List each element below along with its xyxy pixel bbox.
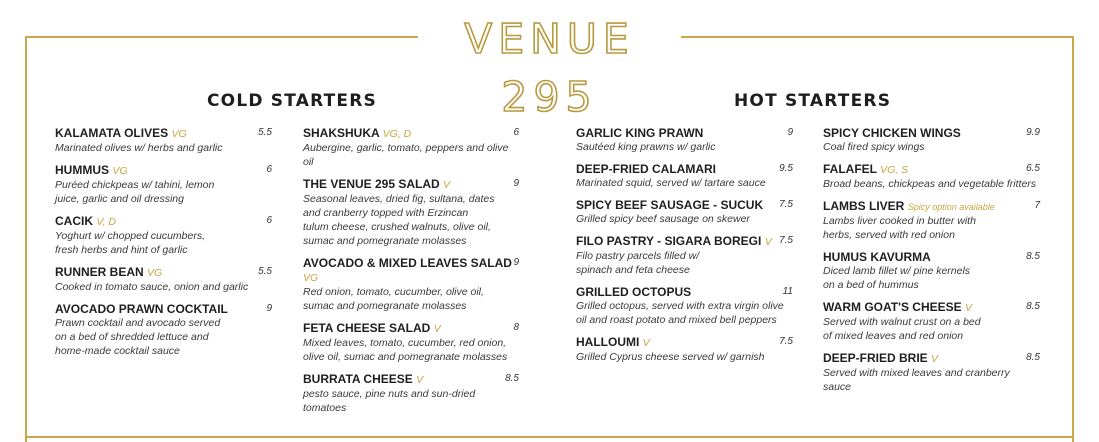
venue-title: VENUE 295 [418, 10, 681, 68]
menu-item-price: 9.9 [1026, 127, 1040, 138]
menu-item-price: 5.5 [258, 127, 272, 138]
menu-item-heading [55, 265, 272, 280]
menu-item-diet-tag: V [642, 337, 650, 349]
menu-item-heading [823, 126, 1040, 140]
menu-item-name: FETA CHEESE SALAD [303, 321, 431, 335]
menu-item-name: AVOCADO & MIXED LEAVES SALAD [303, 256, 512, 270]
menu-item-name: THE VENUE 295 SALAD [303, 177, 440, 191]
menu-item-name: AVOCADO PRAWN COCKTAIL [55, 302, 228, 316]
menu-item-price: 9 [266, 303, 272, 314]
menu-item-price: 9 [787, 127, 793, 138]
menu-item-price: 11 [782, 286, 793, 297]
menu-item-heading [576, 234, 793, 249]
menu-item-heading [576, 285, 793, 299]
frame-top-right-line [681, 36, 1074, 38]
menu-item-description: Grilled spicy beef sausage on skewer [576, 213, 750, 225]
menu-item-description: Seasonal leaves, dried fig, sultana, dates and cranberry topped with Erzincan tulum cheese, crushed walnuts, olive oil, sumac and pomegranate molasses [303, 193, 495, 247]
menu-item-diet-tag: VG, S [880, 164, 909, 176]
menu-item [55, 302, 272, 358]
menu-item-heading [823, 250, 1040, 264]
menu-item-description: Marinated squid, served w/ tartare sauce [576, 177, 766, 189]
menu-item [823, 300, 1040, 343]
menu-item-heading [823, 300, 1040, 315]
menu-item-price: 9 [513, 257, 519, 268]
cold-starters-column-2 [303, 126, 519, 423]
frame-bottom-line [25, 436, 1074, 438]
menu-item [576, 285, 793, 327]
menu-item-price: 7.5 [779, 336, 793, 347]
menu-item-price: 6 [266, 164, 272, 175]
frame-top-left-line [25, 36, 418, 38]
menu-item [303, 177, 519, 248]
menu-item-description: Puréed chickpeas w/ tahini, lemon juice, garlic and oil dressing [55, 179, 215, 205]
menu-item-price: 6.5 [1026, 163, 1040, 174]
menu-item [823, 126, 1040, 154]
menu-item-heading [55, 126, 272, 141]
menu-item-diet-tag: VG, D [382, 128, 412, 140]
menu-item-name: GARLIC KING PRAWN [576, 126, 704, 140]
menu-item-price: 8.5 [1026, 251, 1040, 262]
menu-item [55, 163, 272, 206]
menu-item [823, 250, 1040, 292]
menu-item-price: 5.5 [258, 266, 272, 277]
menu-item [55, 214, 272, 257]
menu-item-name: HUMUS KAVURMA [823, 250, 931, 264]
menu-item-diet-tag: VG [303, 272, 319, 284]
menu-item [303, 256, 519, 313]
menu-item-price: 8 [513, 322, 519, 333]
menu-item-name: LAMBS LIVER [823, 199, 905, 213]
menu-item-name: SHAKSHUKA [303, 126, 380, 140]
menu-item-price: 6 [513, 127, 519, 138]
menu-item-description: Served with mixed leaves and cranberry sauce [823, 367, 1010, 393]
menu-item-description: Yoghurt w/ chopped cucumbers, fresh herbs and hint of garlic [55, 230, 206, 256]
menu-item-price: 7 [1034, 200, 1040, 211]
menu-item-description: Cooked in tomato sauce, onion and garlic [55, 281, 249, 293]
menu-item-description: Lambs liver cooked in butter with herbs, served with red onion [823, 215, 976, 241]
frame-right-line [1072, 36, 1074, 442]
menu-item [55, 126, 272, 155]
menu-item-description: pesto sauce, pine nuts and sun-dried tomatoes [303, 388, 476, 414]
menu-item-description: Coal fired spicy wings [823, 141, 925, 153]
menu-item-price: 8.5 [1026, 301, 1040, 312]
menu-item-description: Red onion, tomato, cucumber, olive oil, sumac and pomegranate molasses [303, 286, 484, 312]
menu-item [823, 351, 1040, 394]
menu-item-heading [55, 302, 272, 316]
menu-item-price: 7.5 [779, 199, 793, 210]
menu-item-name: RUNNER BEAN [55, 265, 144, 279]
menu-item-diet-tag: V [433, 323, 441, 335]
menu-item-price: 9 [513, 178, 519, 189]
menu-item-heading [576, 126, 793, 140]
menu-item-name: KALAMATA OLIVES [55, 126, 169, 140]
menu-item-description: Grilled octopus, served with extra virgin olive oil and roast potato and mixed bell peppers [576, 300, 784, 326]
menu-item-heading [55, 163, 272, 178]
menu-item-name: SPICY CHICKEN WINGS [823, 126, 961, 140]
menu-item-name: GRILLED OCTOPUS [576, 285, 692, 299]
menu-item-name: HALLOUMI [576, 335, 640, 349]
menu-item-name: CACIK [55, 214, 93, 228]
menu-item-diet-tag: VG [112, 165, 128, 177]
menu-item-description: Served with walnut crust on a bed of mixed leaves and red onion [823, 316, 981, 342]
menu-item-description: Prawn cocktail and avocado served on a bed of shredded lettuce and home-made cocktail sauce [55, 317, 221, 357]
menu-item [55, 265, 272, 294]
menu-item-heading [576, 162, 793, 176]
cold-starters-column-1 [55, 126, 272, 366]
menu-item-name: DEEP-FRIED BRIE [823, 351, 928, 365]
menu-item [823, 162, 1040, 191]
hot-starters-column-1 [576, 126, 793, 372]
menu-item [576, 335, 793, 364]
menu-item-description: Filo pastry parcels filled w/ spinach and feta cheese [576, 250, 700, 276]
menu-item-heading [303, 372, 519, 387]
menu-item-diet-tag: V [443, 179, 451, 191]
menu-item [823, 199, 1040, 242]
menu-item [576, 162, 793, 190]
menu-item-heading [303, 126, 519, 141]
menu-item-name: SPICY BEEF SAUSAGE - SUCUK [576, 198, 764, 212]
menu-item-description: Mixed leaves, tomato, cucumber, red onion, olive oil, sumac and pomegranate molasses [303, 337, 508, 363]
menu-item-price: 8.5 [1026, 352, 1040, 363]
menu-item [303, 126, 519, 169]
menu-item-price: 8.5 [505, 373, 519, 384]
menu-item-diet-tag: V, D [96, 216, 116, 228]
menu-item-diet-tag: V [931, 353, 939, 365]
menu-item-diet-tag: V [764, 236, 772, 248]
frame-left-line [25, 36, 27, 442]
menu-item [576, 198, 793, 226]
menu-item [303, 372, 519, 415]
menu-item-heading [303, 256, 519, 285]
menu-item-description: Grilled Cyprus cheese served w/ garnish [576, 351, 765, 363]
hot-starters-heading: HOT STARTERS [734, 91, 892, 111]
hot-starters-column-2 [823, 126, 1040, 402]
menu-item [303, 321, 519, 364]
menu-item-name: BURRATA CHEESE [303, 372, 413, 386]
menu-item-name: WARM GOAT'S CHEESE [823, 300, 962, 314]
menu-item-description: Broad beans, chickpeas and vegetable fritters [823, 178, 1037, 190]
menu-item [576, 126, 793, 154]
menu-item-diet-tag: VG [147, 267, 163, 279]
menu-item-description: Marinated olives w/ herbs and garlic [55, 142, 223, 154]
menu-item-name: HUMMUS [55, 163, 109, 177]
menu-item-heading [303, 177, 519, 192]
menu-item-description: Diced lamb fillet w/ pine kernels on a bed of hummus [823, 265, 971, 291]
menu-item-diet-tag: V [416, 374, 424, 386]
cold-starters-heading: COLD STARTERS [207, 91, 377, 111]
menu-item-price: 7.5 [779, 235, 793, 246]
menu-item-name: FILO PASTRY - SIGARA BOREGI [576, 234, 762, 248]
menu-item-price: 6 [266, 215, 272, 226]
menu-item [576, 234, 793, 277]
menu-item-name: DEEP-FRIED CALAMARI [576, 162, 716, 176]
menu-item-diet-tag: VG [171, 128, 187, 140]
menu-item-heading [576, 198, 793, 212]
menu-item-heading [576, 335, 793, 350]
menu-item-heading [823, 199, 1040, 214]
menu-item-description: Sautéed king prawns w/ garlic [576, 141, 716, 153]
menu-item-heading [823, 162, 1040, 177]
menu-item-price: 9.5 [779, 163, 793, 174]
menu-item-diet-tag: Spicy option available [907, 202, 995, 212]
menu-item-description: Aubergine, garlic, tomato, peppers and olive oil [303, 142, 509, 168]
menu-item-diet-tag: V [964, 302, 972, 314]
menu-item-name: FALAFEL [823, 162, 877, 176]
menu-item-heading [823, 351, 1040, 366]
menu-item-heading [303, 321, 519, 336]
menu-item-heading [55, 214, 272, 229]
